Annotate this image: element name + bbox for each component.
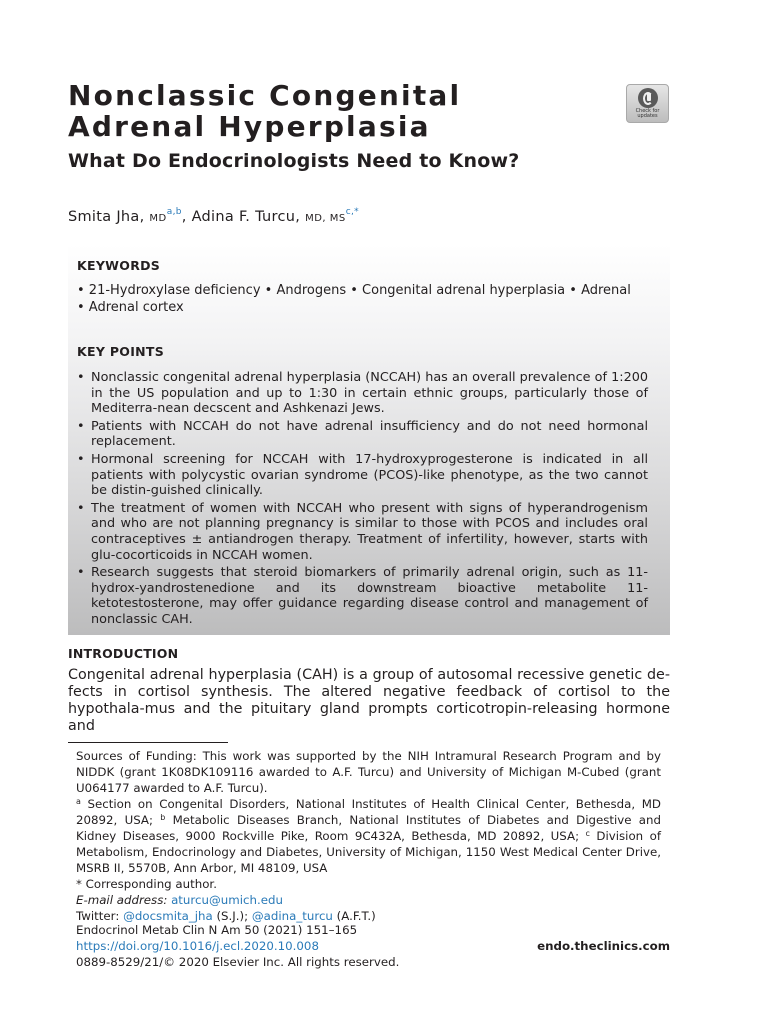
key-points-heading: KEY POINTS bbox=[77, 344, 165, 359]
journal-citation: Endocrinol Metab Clin N Am 50 (2021) 151–165 bbox=[76, 923, 358, 937]
funding-note: Sources of Funding: This work was supported by the NIH Intramural Research Program and by NIDDK (grant 1K08DK109116 awarded to A.F. Turcu) and University of Michigan M-Cubed (grant U064177 awarded to A.F. Turcu). bbox=[76, 749, 661, 795]
citation-block bbox=[76, 922, 670, 970]
author-1-degree: MD bbox=[149, 213, 167, 224]
footnotes bbox=[76, 748, 661, 924]
journal-site[interactable]: endo.theclinics.com bbox=[537, 939, 670, 953]
article-title bbox=[68, 80, 588, 142]
article-subtitle: What Do Endocrinologists Need to Know? bbox=[68, 150, 520, 172]
author-line bbox=[68, 209, 359, 225]
author-2-affiliation[interactable]: c,* bbox=[345, 207, 359, 217]
email-label: E-mail address: bbox=[76, 893, 168, 907]
author-1-name: Smita Jha, bbox=[68, 209, 145, 225]
key-point: • Nonclassic congenital adrenal hyperplasia (NCCAH) has an overall prevalence of 1:200 in the US population and up to 1:30 in certain ethnic groups, particularly those of Mediterra-nean decscent and Ashkenazi Jews. bbox=[77, 370, 648, 417]
corresponding-author-note: * Corresponding author. bbox=[76, 877, 217, 891]
key-points-list bbox=[77, 370, 648, 630]
aff-c-mark: c bbox=[585, 829, 590, 838]
author-2-name: , Adina F. Turcu, bbox=[181, 209, 301, 225]
footnote-divider bbox=[68, 742, 228, 743]
email-link[interactable]: aturcu@umich.edu bbox=[171, 893, 283, 907]
author-1-affiliation[interactable]: a,b bbox=[166, 207, 182, 217]
keywords-list bbox=[77, 282, 667, 316]
aff-a-text: Section on Congenital Disorders, National Institutes of Health Clinical Center, Bethesda, MD 20892, USA; bbox=[76, 797, 661, 827]
key-point: • The treatment of women with NCCAH who present with signs of hyperandrogenism and who are not planning pregnancy is similar to those with PCOS and includes oral contraceptives ± antiandrogen therapy. Treatment of infertility, however, starts with glu-cocorticoids in NCCAH women. bbox=[77, 501, 648, 563]
key-point: • Patients with NCCAH do not have adrenal insufficiency and do not need hormonal replacement. bbox=[77, 419, 648, 450]
key-point: • Hormonal screening for NCCAH with 17-hydroxyprogesterone is indicated in all patients with polycystic ovarian syndrome (PCOS)-like phenotype, as the two cannot be distin-guished clinically. bbox=[77, 452, 648, 499]
aff-c-text: Division of Metabolism, Endocrinology and Diabetes, University of Michigan, 1150 West Medical Center Drive, MSRB II, 5570B, Ann Arbor, MI 48109, USA bbox=[76, 829, 662, 875]
doi-link[interactable]: https://doi.org/10.1016/j.ecl.2020.10.008 bbox=[76, 939, 319, 953]
introduction-paragraph: Congenital adrenal hyperplasia (CAH) is a group of autosomal recessive genetic de-fects in cortisol synthesis. The altered negative feedback of cortisol to the hypothala-mus and the pituitary gland prompts corticotropin-releasing hormone and bbox=[68, 667, 670, 734]
title-line-2: Adrenal Hyperplasia bbox=[68, 110, 431, 143]
aff-b-mark: b bbox=[160, 813, 166, 822]
author-2-degree: MD, MS bbox=[305, 213, 346, 224]
twitter-suffix-2: (A.F.T.) bbox=[332, 909, 376, 923]
keywords-line-1: • 21-Hydroxylase deficiency • Androgens • Congenital adrenal hyperplasia • Adrenal bbox=[77, 283, 631, 298]
title-line-1: Nonclassic Congenital bbox=[68, 79, 462, 112]
key-point: • Research suggests that steroid biomarkers of primarily adrenal origin, such as 11-hydrox-yandrostenedione and its downstream bioactive metabolite 11-ketotestosterone, may offer guidance regarding disease control and management of nonclassic CAH. bbox=[77, 565, 648, 627]
email-line bbox=[76, 892, 661, 908]
aff-a-mark: a bbox=[76, 797, 81, 806]
keywords-heading: KEYWORDS bbox=[77, 258, 161, 273]
copyright-line: 0889-8529/21/© 2020 Elsevier Inc. All rights reserved. bbox=[76, 955, 400, 969]
twitter-link-2[interactable]: @adina_turcu bbox=[251, 909, 333, 923]
badge-label-1: Check for bbox=[635, 108, 660, 114]
twitter-suffix-1: (S.J.); bbox=[212, 909, 252, 923]
affiliations-note bbox=[76, 796, 661, 876]
twitter-link-1[interactable]: @docsmita_jha bbox=[123, 909, 213, 923]
check-for-updates-badge[interactable] bbox=[626, 84, 669, 123]
aff-b-text: Metabolic Diseases Branch, National Institutes of Diabetes and Digestive and Kidney Diseases, 9000 Rockville Pike, Room 9C432A, Bethesda, MD 20892, USA; bbox=[76, 813, 661, 843]
twitter-label: Twitter: bbox=[76, 909, 124, 923]
introduction-heading: INTRODUCTION bbox=[68, 646, 179, 661]
keywords-line-2: • Adrenal cortex bbox=[77, 300, 184, 315]
check-for-updates-icon bbox=[638, 88, 658, 108]
badge-label-2: updates bbox=[637, 113, 658, 119]
